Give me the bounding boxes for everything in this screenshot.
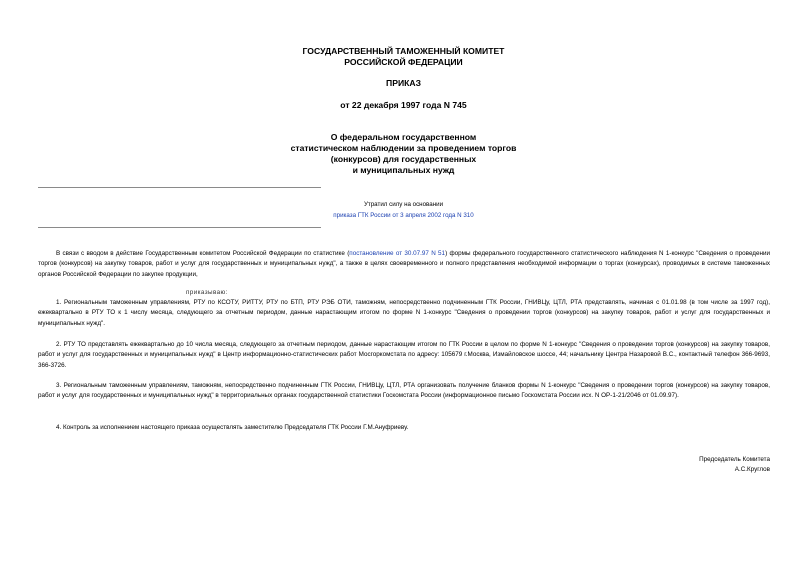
- intro-paragraph: [38, 249, 770, 280]
- item-text: 4. Контроль за исполнением настоящего приказа осуществлять заместителю Председателя ГТК России Г.М.Ануфриеву.: [56, 424, 409, 431]
- separator-line: [38, 187, 321, 188]
- intro-text: В связи с вводом в действие Государственным комитетом Российской Федерации по статистике (: [56, 250, 350, 257]
- issuer-line-1: ГОСУДАРСТВЕННЫЙ ТАМОЖЕННЫЙ КОМИТЕТ: [302, 46, 505, 56]
- subject-line-1: О федеральном государственном: [330, 132, 477, 142]
- repeal-order-link[interactable]: приказа ГТК России от 3 апреля 2002 года N 310: [333, 212, 474, 219]
- order-item-1: [38, 298, 770, 329]
- document-date: от 22 декабря 1997 года N 745: [340, 100, 467, 110]
- item-text: 3. Региональным таможенным управлениям, таможням, непосредственно подчиненным ГТК России, ГНИВЦу, ЦТЛ, РТА организовать получение бланков формы N 1-конкурс "Сведения о проведении торгов (конкурсов) на закупку товаров, работ и услуг для государственных и муниципальных нужд" в территориальных органах государственной статистики Госкомстата России (информационное письмо Госкомстата России исх. N ОР-1-21/2046 от 01.09.97).: [38, 382, 770, 400]
- order-word: [38, 288, 770, 298]
- subject-line-4: и муниципальных нужд: [352, 165, 455, 175]
- order-item-2: [38, 340, 770, 371]
- order-word-text: приказываю:: [186, 289, 228, 296]
- item-text: 1. Региональным таможенным управлениям, РТУ по КСОТУ, РИТТУ, РТУ по БТП, РТУ РЭБ ОТИ, таможням, непосредственно подчиненным ГТК России, ГНИВЦу, ЦТЛ, РТА представлять, начиная с 01.01.98 (в том числе за 1997 год), ежеквартально в РТУ ТО к 1 числу месяца, следующего за отчетным периодом, данные нарастающим итогом по форме N 1-конкурс "Сведения о проведении торгов (конкурсов) на закупку товаров, работ и услуг для государственных и муниципальных нужд".: [38, 299, 770, 327]
- intro-text-continued: ) формы федерального государственного статистического наблюдения N 1-конкурс "Сведения о проведении торгов (конкурсов) на закупку товаров, работ и услуг для государственных и муниципальных нужд", а также в целях своевременного и полного представления необходимой информации о торгах (конкурсах), проводимых в системе таможенных органов Российской Федерации по закупке продукции,: [38, 250, 770, 278]
- subject-line-2: статистическом наблюдении за проведением торгов: [290, 143, 517, 153]
- separator-line: [38, 227, 321, 228]
- issuer-line-2: РОССИЙСКОЙ ФЕДЕРАЦИИ: [344, 57, 463, 67]
- document-type: ПРИКАЗ: [386, 78, 421, 88]
- subject-line-3: (конкурсов) для государственных: [330, 154, 477, 164]
- signatory-name: А.С.Круглов: [734, 466, 770, 473]
- status-note: Утратил силу на основании: [363, 201, 444, 208]
- resolution-link[interactable]: постановление от 30.07.97 N 51: [349, 250, 446, 257]
- item-text: 2. РТУ ТО представлять ежеквартально до 10 числа месяца, следующего за отчетным периодом, данные нарастающим итогом по ГТК России в целом по форме N 1-конкурс "Сведения о проведении торгов (конкурсов) на закупку товаров, работ и услуг для государственных и муниципальных нужд" в Центр информационно-статистических работ Мосгоркомстата по адресу: 105679 г.Москва, Измайловское шоссе, 44; начальнику Центра Назаровой В.С., контактный телефон 366-9693, 366-3726.: [38, 341, 770, 369]
- order-item-4: [38, 423, 770, 433]
- signatory-position: Председатель Комитета: [699, 456, 770, 463]
- order-item-3: [38, 381, 770, 402]
